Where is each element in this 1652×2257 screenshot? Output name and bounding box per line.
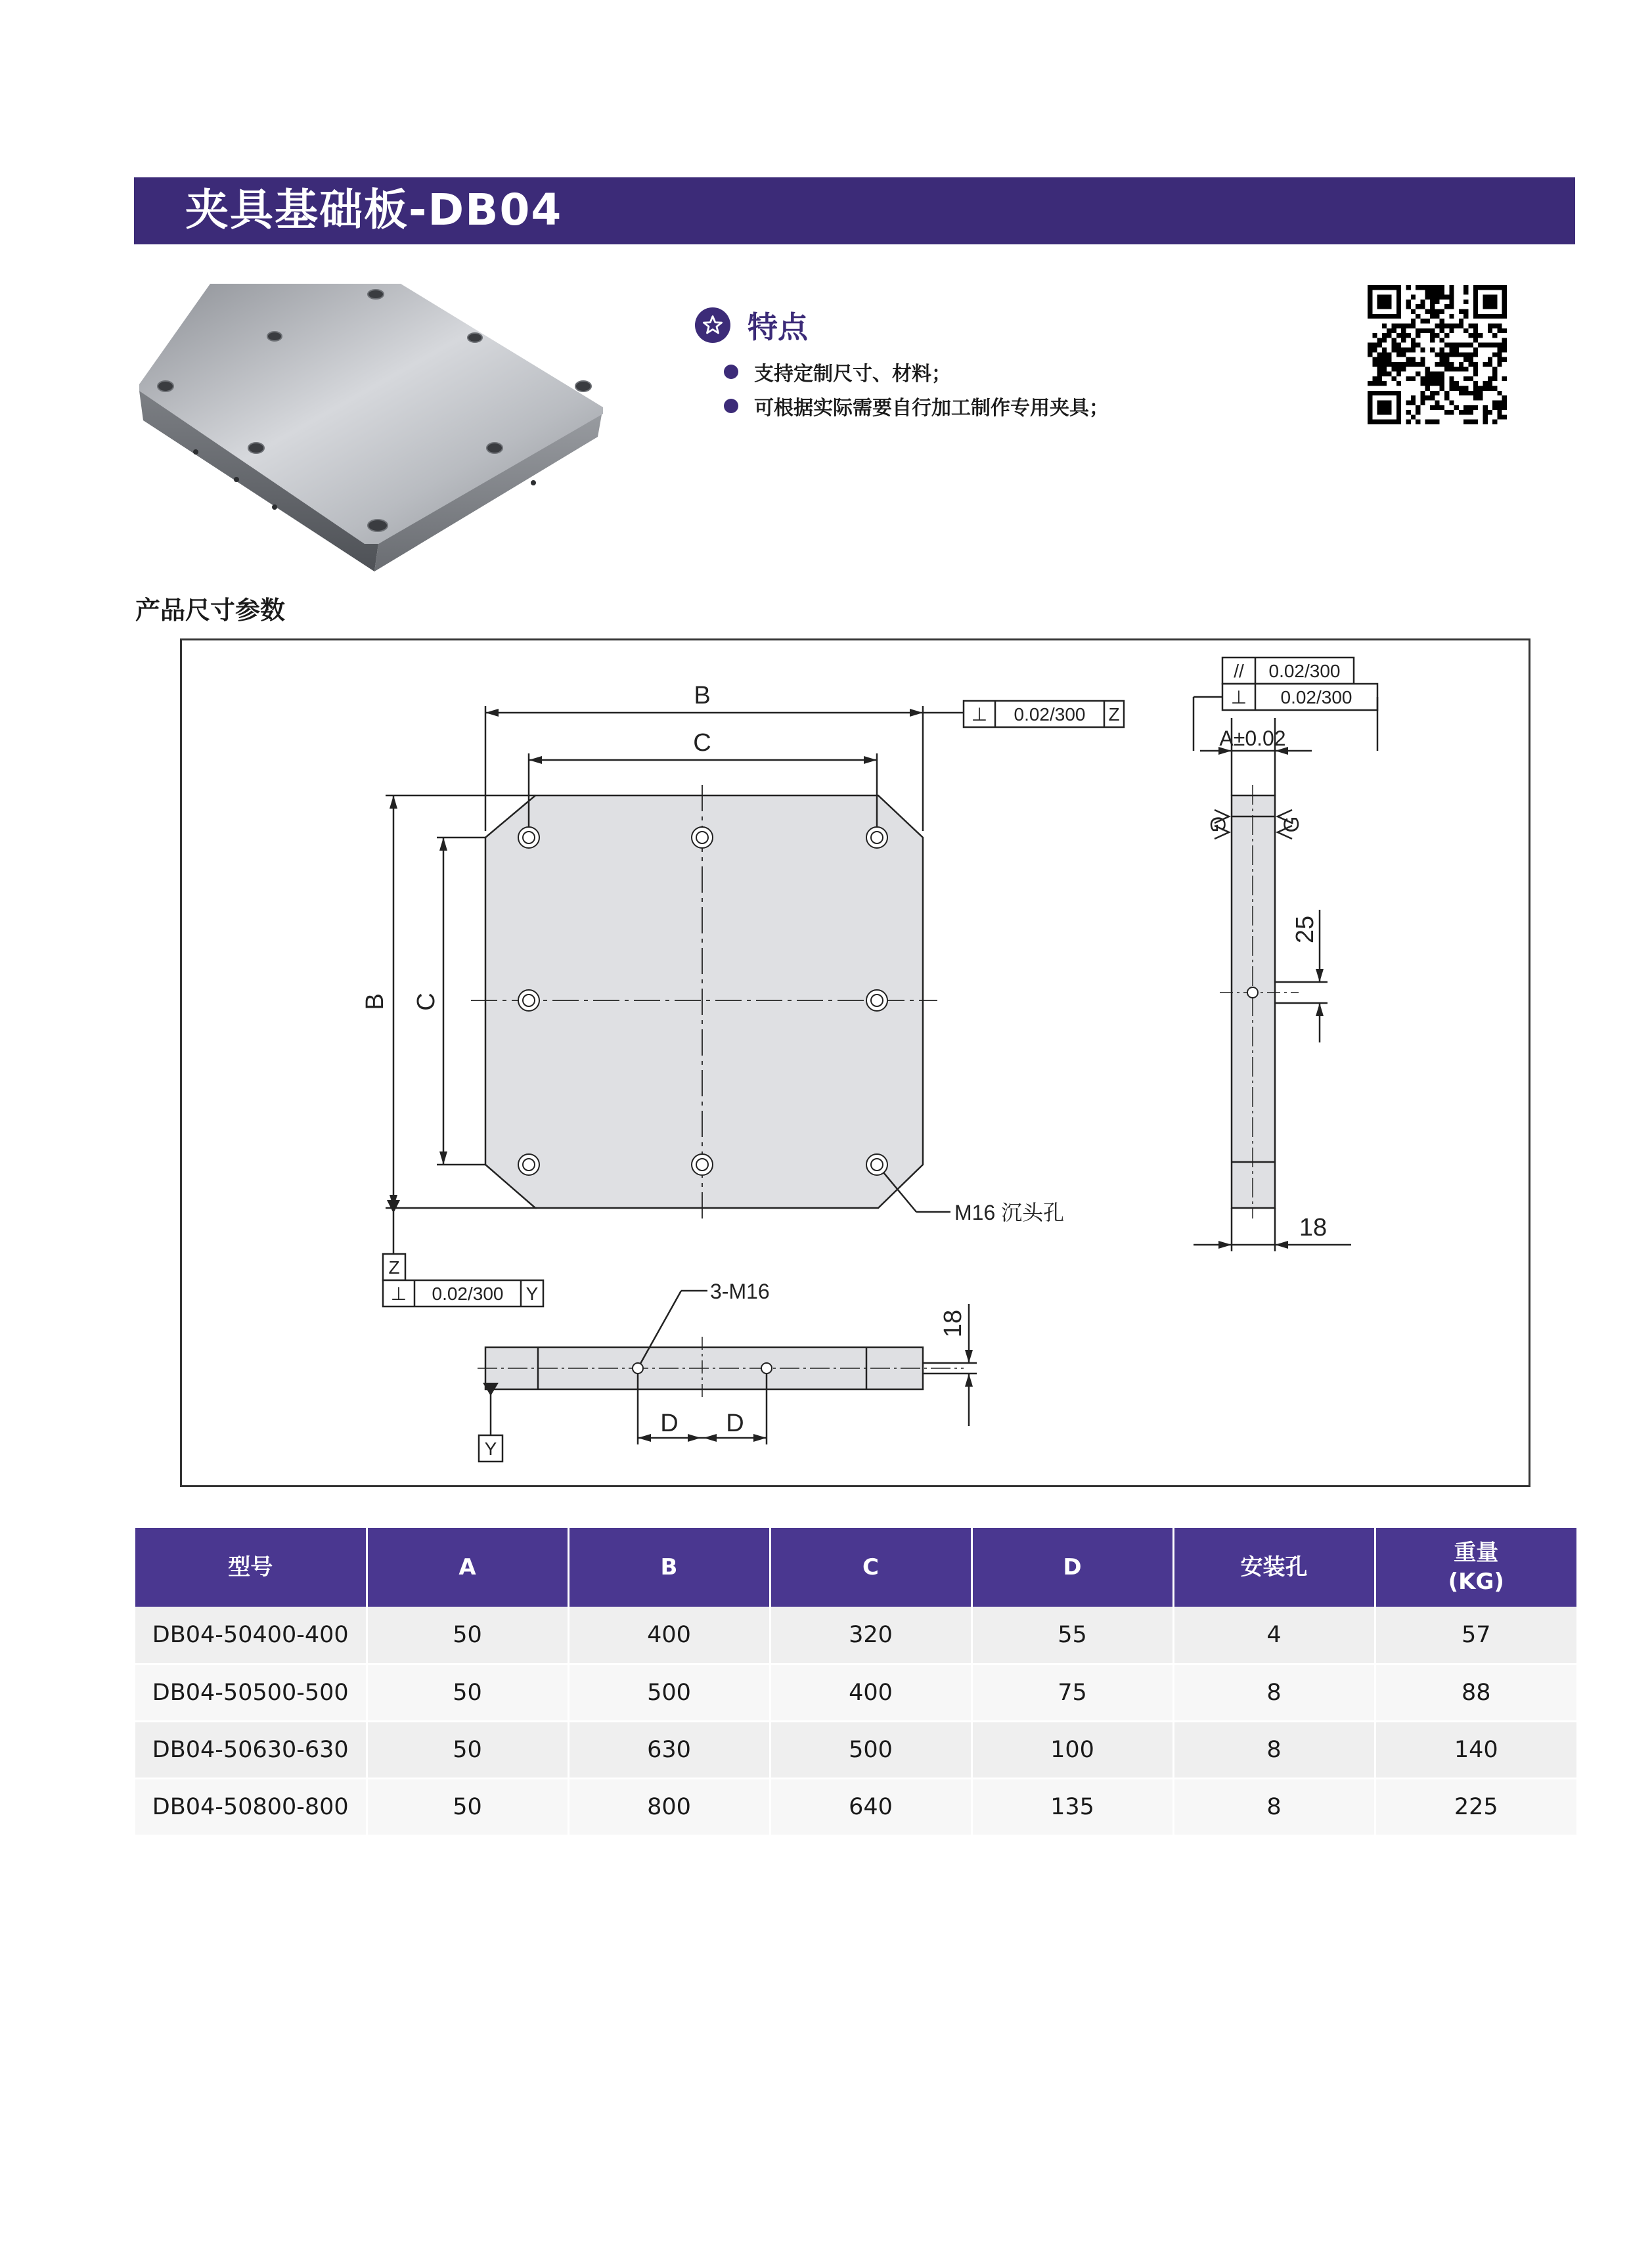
technical-drawing <box>180 638 1530 1487</box>
dim-18-label: 18 <box>939 1309 967 1338</box>
feature-item <box>695 389 1286 423</box>
datum-y-label: Y <box>484 1439 497 1459</box>
qr-code[interactable] <box>1368 285 1507 424</box>
table-header-row <box>135 1528 1576 1607</box>
feature-text: 可根据实际需要自行加工制作专用夹具； <box>754 397 1109 420</box>
cell-model: DB04-50630-630 <box>135 1721 367 1778</box>
product-image <box>131 276 624 578</box>
cell-a: 50 <box>367 1721 568 1778</box>
cell-mount-holes: 8 <box>1173 1664 1375 1721</box>
datum-y-ref: Y <box>525 1284 539 1304</box>
cell-weight: 225 <box>1375 1778 1576 1835</box>
dim-18-label: 18 <box>1299 1214 1328 1241</box>
feature-text: 支持定制尺寸、材料； <box>754 363 951 386</box>
spec-table <box>135 1528 1576 1837</box>
table-row <box>135 1778 1576 1835</box>
cell-mount-holes: 4 <box>1173 1607 1375 1664</box>
cell-a: 50 <box>367 1607 568 1664</box>
dim-c-label: C <box>693 729 711 757</box>
features-header <box>695 302 1286 348</box>
cell-mount-holes: 8 <box>1173 1778 1375 1835</box>
perp-symbol: ⊥ <box>1230 687 1247 707</box>
cell-b: 800 <box>568 1778 770 1835</box>
a-tol-label: A±0.02 <box>1219 726 1286 750</box>
cell-c: 320 <box>770 1607 971 1664</box>
g-label: G <box>1206 816 1230 833</box>
tol-value: 0.02/300 <box>432 1284 504 1304</box>
cell-b: 630 <box>568 1721 770 1778</box>
3m16-label: 3-M16 <box>710 1280 770 1303</box>
cell-model: DB04-50800-800 <box>135 1778 367 1835</box>
section-title: 产品尺寸参数 <box>135 596 286 625</box>
feature-list <box>695 355 1286 423</box>
cell-b: 400 <box>568 1607 770 1664</box>
cell-d: 100 <box>971 1721 1173 1778</box>
tol-value: 0.02/300 <box>1268 661 1341 681</box>
datum-z-label: Z <box>388 1257 400 1278</box>
cell-mount-holes: 8 <box>1173 1721 1375 1778</box>
header-b: B <box>568 1528 770 1607</box>
header-model: 型号 <box>135 1528 367 1607</box>
feature-item <box>695 355 1286 389</box>
cell-model: DB04-50500-500 <box>135 1664 367 1721</box>
cell-c: 500 <box>770 1721 971 1778</box>
page-title: 夹具基础板-DB04 <box>185 185 563 235</box>
cell-a: 50 <box>367 1664 568 1721</box>
features-panel <box>695 302 1286 423</box>
perp-symbol: ⊥ <box>971 704 988 725</box>
table-row <box>135 1664 1576 1721</box>
datum-z-ref: Z <box>1108 704 1120 725</box>
cell-d: 55 <box>971 1607 1173 1664</box>
bullet-icon <box>724 365 738 379</box>
cell-c: 400 <box>770 1664 971 1721</box>
cell-weight: 57 <box>1375 1607 1576 1664</box>
dim-b-label: B <box>694 682 711 709</box>
cell-d: 75 <box>971 1664 1173 1721</box>
perp-symbol: ⊥ <box>390 1284 407 1304</box>
header-weight: 重量 (KG) <box>1375 1528 1576 1607</box>
dim-b-label-vertical: B <box>361 993 389 1010</box>
bullet-icon <box>724 399 738 413</box>
tol-value: 0.02/300 <box>1280 687 1352 707</box>
dim-25-label: 25 <box>1291 915 1319 944</box>
features-title: 特点 <box>748 309 808 345</box>
cell-b: 500 <box>568 1664 770 1721</box>
cell-model: DB04-50400-400 <box>135 1607 367 1664</box>
cell-weight: 88 <box>1375 1664 1576 1721</box>
table-row <box>135 1607 1576 1664</box>
header-mount-holes: 安装孔 <box>1173 1528 1375 1607</box>
dim-d-label: D <box>660 1410 679 1437</box>
title-bar <box>134 177 1575 244</box>
g-label: G <box>1280 816 1303 833</box>
header-a: A <box>367 1528 568 1607</box>
header-d: D <box>971 1528 1173 1607</box>
cell-weight: 140 <box>1375 1721 1576 1778</box>
cell-a: 50 <box>367 1778 568 1835</box>
m16-label: M16 沉头孔 <box>954 1201 1065 1224</box>
tol-value: 0.02/300 <box>1014 704 1086 725</box>
header-c: C <box>770 1528 971 1607</box>
table-row <box>135 1721 1576 1778</box>
cell-c: 640 <box>770 1778 971 1835</box>
star-icon <box>695 307 730 343</box>
dim-c-label-vertical: C <box>413 993 440 1011</box>
parallel-symbol: // <box>1234 661 1244 681</box>
cell-d: 135 <box>971 1778 1173 1835</box>
dim-d-label: D <box>726 1410 744 1437</box>
